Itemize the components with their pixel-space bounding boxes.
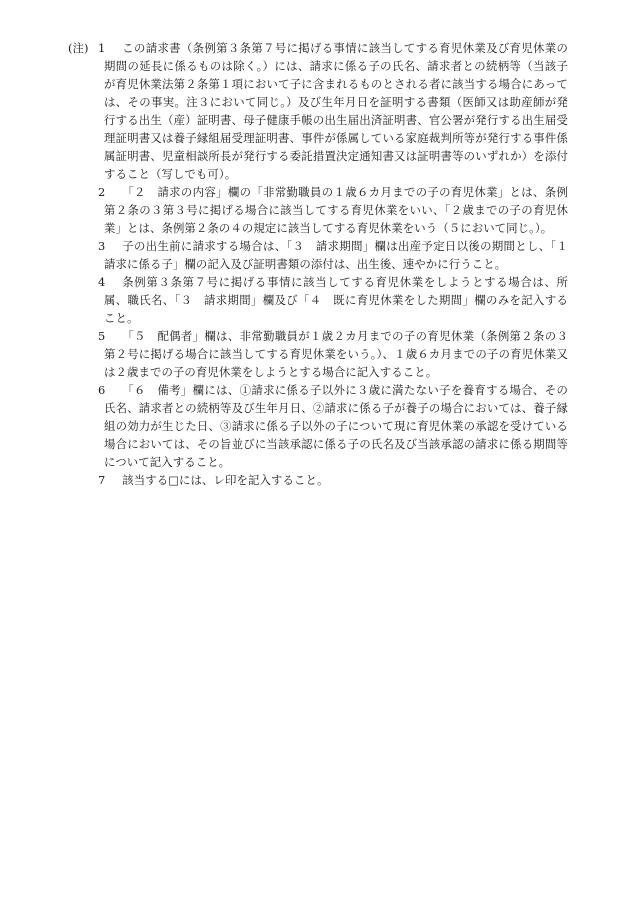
note-item-2 [68, 183, 568, 237]
note-number: 6 [98, 383, 106, 397]
note-item-4 [68, 273, 568, 327]
notes-prefix: (注) [68, 41, 89, 55]
note-number: 7 [98, 473, 106, 487]
note-item-5 [68, 327, 568, 381]
note-item-6 [68, 381, 568, 471]
note-item-1 [68, 39, 568, 183]
note-text: 「５ 配偶者」欄は、非常勤職員が１歳２カ月までの子の育児休業（条例第２条の３第２号に掲げる場合に該当してする育児休業をいう。）、１歳６カ月までの子の育児休業又は２歳までの子の育児休業をしようとする場合に記入すること。 [104, 329, 568, 379]
note-number: 5 [98, 329, 106, 343]
note-text: この請求書（条例第３条第７号に掲げる事情に該当してする育児休業及び育児休業の期間の延長に係るものは除く。）には、請求に係る子の氏名、請求者との続柄等（当該子が育児休業法第２条第１項において子に含まれるものとされる者に該当する場合にあっては、その事実。注３において同じ。）及び生年月日を証明する書類（医師又は助産師が発行する出生（産）証明書、母子健康手帳の出生届出済証明書、官公署が発行する出生届受理証明書又は養子縁組届受理証明書、事件が係属している家庭裁判所等が発行する事件係属証明書、児童相談所長が発行する委託措置決定通知書又は証明書等のいずれか）を添付すること（写しでも可）。 [104, 41, 568, 181]
note-text: 「２ 請求の内容」欄の「非常勤職員の１歳６カ月までの子の育児休業」とは、条例第２条の３第３号に掲げる場合に該当してする育児休業をいい、「２歳までの子の育児休業」とは、条例第２条の４の規定に該当してする育児休業をいう（５において同じ。）。 [104, 185, 568, 235]
note-item-3 [68, 237, 580, 273]
note-text: 子の出生前に請求する場合は、「３ 請求期間」欄は出産予定日以後の期間とし、「１ 請求に係る子」欄の記入及び証明書類の添付は、出生後、速やかに行うこと。 [104, 239, 580, 271]
note-number: 3 [98, 239, 106, 253]
note-number: 1 [98, 41, 106, 55]
note-text: 「６ 備考」欄には、①請求に係る子以外に３歳に満たない子を養育する場合、その氏名、請求者との続柄等及び生年月日、②請求に係る子が養子の場合においては、養子縁組の効力が生じた日、③請求に係る子以外の子について現に育児休業の承認を受けている場合においては、その旨並びに当該承認に係る子の氏名及び当該承認の請求に係る期間等について記入すること。 [104, 383, 568, 469]
notes-section [68, 39, 580, 489]
note-text: 条例第３条第７号に掲げる事情に該当してする育児休業をしようとする場合は、所属、職氏名、「３ 請求期間」欄及び「４ 既に育児休業をした期間」欄のみを記入すること。 [104, 275, 568, 325]
note-number: 4 [98, 275, 106, 289]
note-item-7 [68, 471, 568, 489]
note-text: 該当する□には、レ印を記入すること。 [122, 473, 329, 487]
note-number: 2 [98, 185, 106, 199]
